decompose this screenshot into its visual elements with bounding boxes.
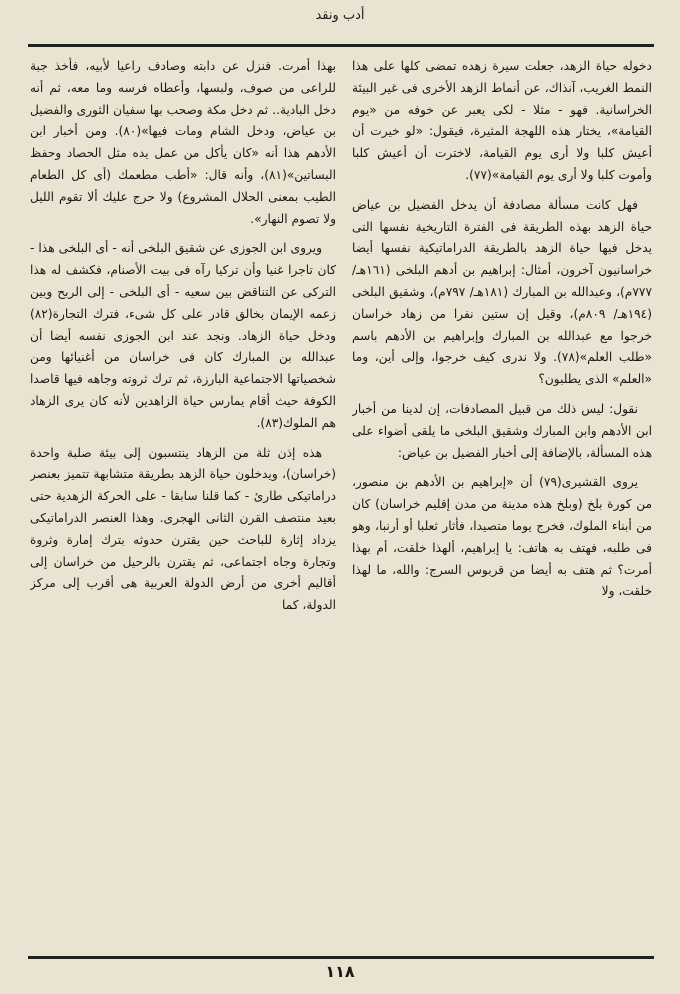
paragraph: ويروى ابن الجوزى عن شقيق البلخى أنه - أى البلخى هذا - كان تاجرا غنيا وأن تركيا رآه فى بيت الأصنام، فكشف له هذا التركى عن التناقض بين سعيه - أى البلخى - إلى الربح وبين زعمه الإيمان بخالق قادر على كل شىء، فترك التجارة(٨٢) ودخل حياة الزهاد. ونجد عند ابن الجوزى نفسه أيضا أن عبدالله بن المبارك كان فى خراسان من أغنيائها ومن شخصياتها الاجتماعية البارزة، ثم ترك ثروته وجاهه فيها قاصدا الكوفة حيث أقام يمارس حياة الزاهدين لأنه كان يرى الزهاد هم الملوك(٨٣). (30, 241, 336, 430)
paragraph: هذه إذن ثلة من الزهاد ينتسبون إلى بيئة صلبة واحدة (خراسان)، ويدخلون حياة الزهد بطريقة متشابهة تتميز بعنصر دراماتيكى طارئ - كما قلنا سابقا - على الحركة الزهدية حتى بعيد منتصف القرن الثانى الهجرى. وهذا العنصر الدراماتيكى يزداد إثارة للباحث حين يقترن حدوثه بترك إمارة وثروة وتجارة وجاه اجتماعى، ثم يقترن بالرحيل من خراسان إلى أقاليم أخرى من أرض الدولة العربية هى أقرب إلى مركز الدولة، كما (30, 445, 336, 613)
header-rule (28, 44, 654, 47)
left-text-column (30, 56, 336, 946)
paragraph: يروى القشيرى(٧٩) أن «إبراهيم بن الأدهم بن منصور، من كورة بلخ (وبلخ هذه مدينة من مدن إقليم خراسان) كان من أبناء الملوك، فخرج يوما متصيدا، فأثار ثعلبا أو أرنبا، وهو فى طلبه، فهتف به هاتف: يا إبراهيم، ألهذا خلقت، أم بهذا أمرت؟ ثم هتف به أيضا من قربوس السرج: والله، ما لهذا خلقت، ولا (352, 475, 652, 599)
paragraph: نقول: ليس ذلك من قبيل المصادفات، إن لدينا من أخبار ابن الأدهم وابن المبارك وشقيق البلخى ما يلقى أضواء على هذه المسألة، بالإضافة إلى أخبار الفضيل بن عياض: (352, 401, 652, 460)
paragraph: دخوله حياة الزهد، جعلت سيرة زهده تمضى كلها على هذا النمط الغريب، آنذاك، عن أنماط الزهد الأخرى فى غير البيئة الخراسانية. فهو - مثلا - لكى يعبر عن خوفه من «يوم القيامة»، يختار هذه اللهجة المثيرة، فيقول: «لو خيرت أن أعيش كلبا ولا أرى يوم القيامة، لاخترت أن أعيش كلبا وأموت كلبا ولا أرى يوم القيامة»(٧٧). (352, 59, 652, 182)
page-number: ١١٨ (325, 962, 355, 981)
paragraph: بهذا أمرت. فنزل عن دابته وصادف راعيا لأبيه، فأخذ جبة للراعى من صوف، ولبسها، وأعطاه فرسه وما معه، ثم أنه دخل البادية.. ثم دخل مكة وصحب بها سفيان الثورى والفضيل بن عياض، ودخل الشام ومات فيها»(٨٠). ومن أخبار ابن الأدهم هذا أنه «كان يأكل من عمل يده مثل الحصاد وحفظ البساتين»(٨١)، وأنه قال: «أطب مطعمك (أى كل الطعام الطيب بمعنى الحلال المشروع) ولا حرج عليك ألا تقوم الليل ولا تصوم النهار». (30, 59, 336, 226)
footer-rule (28, 956, 654, 959)
paragraph: فهل كانت مسألة مصادفة أن يدخل الفضيل بن عياض حياة الزهد بهذه الطريقة فى الفترة التاريخية نفسها التى يدخل فيها حياة الزهد بالطريقة الدراماتيكية نفسها أيضا خراسانيون آخرون، أمثال: إبراهيم بن أدهم البلخى (١٦١هـ/ ٧٧٧م)، وعبدالله بن المبارك (١٨١هـ/ ٧٩٧م)، وشقيق البلخى (١٩٤هـ/ ٨٠٩م)، وقيل إن ستين نفرا من زهاد خراسان خرجوا مع عبدالله بن المبارك وإبراهيم بن الأدهم باسم «طلب العلم»(٧٨). ولا ندرى كيف خرجوا، وإلى أين، وما «العلم» الذى يطلبون؟ (352, 197, 652, 387)
running-header: أدب ونقد (315, 8, 365, 23)
right-text-column (352, 56, 652, 946)
